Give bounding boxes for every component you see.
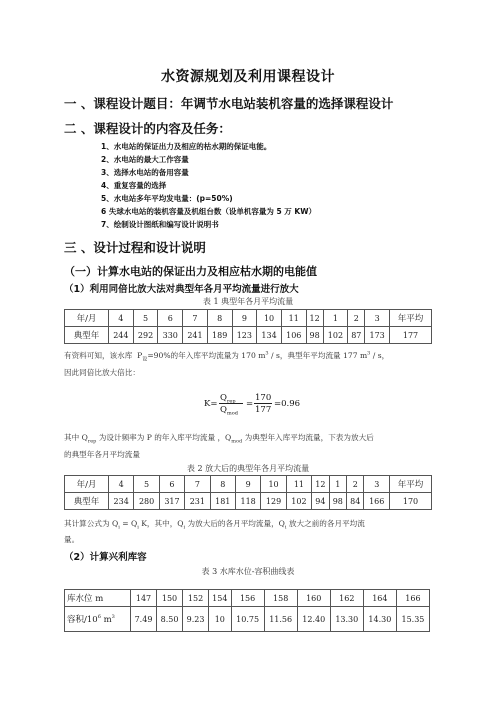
table-row	[65, 310, 432, 327]
table-cell: 94	[312, 493, 329, 510]
table-header-cell: 容积$/10^6$ $m^3$	[65, 607, 131, 632]
subscript: 设	[142, 356, 148, 363]
table-cell: 166	[364, 493, 390, 510]
table-cell: 231	[185, 493, 210, 510]
section-2-heading: 二 、课程设计的内容及任务：	[64, 121, 231, 136]
document-title: 水资源规划及利用课程设计	[161, 69, 335, 85]
table-cell: 10	[261, 476, 286, 493]
table-cell: 160	[297, 590, 330, 607]
table-cell: 147	[131, 590, 157, 607]
table-cell: 3	[364, 476, 390, 493]
table-cell: 7.49	[131, 607, 157, 632]
table-cell: 7	[185, 476, 210, 493]
table-cell: 5	[134, 476, 159, 493]
table-cell: 123	[232, 327, 257, 344]
table-cell: 189	[207, 327, 232, 344]
formula-numerator-value: 170	[255, 393, 272, 403]
table-cell: 6	[158, 310, 183, 327]
table-1-caption: 表 1 典型年各月平均流量	[202, 297, 294, 306]
superscript: 3	[367, 350, 371, 357]
table-cell: 14.30	[363, 607, 396, 632]
table-cell: 84	[347, 493, 364, 510]
subsection-1-heading: （一）计算水电站的保证出力及相应枯水期的电能值	[64, 265, 317, 278]
text: / s，	[370, 351, 390, 360]
table-cell: 292	[133, 327, 158, 344]
table-cell: 8	[207, 310, 232, 327]
table-cell: 87	[348, 327, 365, 344]
table-cell: 2	[348, 310, 365, 327]
table-cell: 156	[231, 590, 264, 607]
table-cell: 12	[312, 476, 329, 493]
table-cell: 5	[133, 310, 158, 327]
formula-denominator: $Q_{mod}$	[220, 405, 238, 417]
table-cell: 10	[209, 607, 232, 632]
table-cell: 2	[347, 476, 364, 493]
formula-k: K=	[204, 399, 218, 409]
table-cell: 241	[183, 327, 208, 344]
table-cell: 98	[329, 493, 346, 510]
table-cell: 150	[157, 590, 183, 607]
table-row	[65, 476, 432, 493]
table-2	[64, 475, 432, 510]
table-cell: 12.40	[297, 607, 330, 632]
table-header-cell: 年/月	[65, 476, 109, 493]
table-cell: 118	[235, 493, 260, 510]
table-row	[65, 493, 432, 510]
table-cell: 173	[365, 327, 390, 344]
text: P	[137, 351, 143, 360]
table-cell: 12	[306, 310, 323, 327]
table-1	[64, 309, 432, 344]
table-header-cell: 典型年	[65, 327, 109, 344]
table-cell: 134	[257, 327, 282, 344]
task-item: 1、水电站的保证出力及相应的枯水期的保证电能。	[101, 142, 272, 151]
table-cell: 1	[323, 310, 348, 327]
table-header-cell: 典型年	[65, 493, 109, 510]
text: / s，典型年平均流量 177 m	[268, 351, 368, 360]
table-cell: 10.75	[231, 607, 264, 632]
paragraph-2-line-2: 的典型年各月平均流量	[64, 450, 140, 459]
table-cell: 234	[109, 493, 134, 510]
table-3-caption: 表 3 水库水位-容积曲线表	[201, 567, 295, 576]
table-cell: 9.23	[183, 607, 209, 632]
table-2-caption: 表 2 放大后的典型年各月平均流量	[186, 464, 310, 473]
table-cell: 9	[235, 476, 260, 493]
table-header-cell: 年平均	[390, 476, 432, 493]
table-row	[65, 327, 432, 344]
table-cell: 6	[159, 476, 184, 493]
superscript: 3	[265, 350, 269, 357]
table-cell: 11	[286, 476, 311, 493]
table-cell: 1	[329, 476, 346, 493]
table-header-cell: 库水位 m	[65, 590, 131, 607]
table-cell: 11	[281, 310, 306, 327]
text: 有资料可知，该水库	[64, 351, 133, 360]
formula-equals: =	[246, 399, 254, 409]
table-cell: 98	[306, 327, 323, 344]
paragraph-2: 其中 $Q_{rep}$ 为设计频率为 P 的年入库平均流量 ，$Q_{mod}$ 为典型年入库平均流量，下表为放大后	[64, 433, 374, 445]
table-cell: 162	[330, 590, 363, 607]
table-cell: 7	[183, 310, 208, 327]
table-cell: 9	[232, 310, 257, 327]
table-cell: 102	[323, 327, 348, 344]
text: =90%的年入库平均流量为 170 m	[147, 351, 266, 360]
paragraph-1-line-2: 因此同倍比放大倍比：	[64, 368, 140, 377]
section-1-heading: 一 、课程设计题目：年调节水电站装机容量的选择课程设计	[64, 96, 394, 111]
table-cell: 4	[109, 310, 134, 327]
table-cell: 154	[209, 590, 232, 607]
task-item: 4、重复容量的选择	[101, 181, 167, 190]
task-item: 5、水电站多年平均发电量：(p=50%)	[101, 194, 233, 203]
table-row	[65, 590, 430, 607]
table-cell: 8.50	[157, 607, 183, 632]
table-row	[65, 607, 430, 632]
table-cell: 164	[363, 590, 396, 607]
table-cell: 330	[158, 327, 183, 344]
table-cell: 317	[159, 493, 184, 510]
section-3-heading: 三 、设计过程和设计说明	[64, 240, 206, 255]
table-cell: 102	[286, 493, 311, 510]
table-cell: 11.56	[264, 607, 297, 632]
table-cell: 181	[210, 493, 235, 510]
table-cell: 3	[365, 310, 390, 327]
table-cell: 166	[396, 590, 429, 607]
paragraph-3: 其计算公式为 $Q_i = Q_i$ K，其中，$Q_i$ 为放大后的各月平均流量，$Q_i$ 放大之前的各月平均流	[64, 519, 365, 531]
task-item: 3、选择水电站的备用容量	[101, 168, 189, 177]
table-cell: 106	[281, 327, 306, 344]
table-cell: 244	[109, 327, 134, 344]
table-cell: 158	[264, 590, 297, 607]
fraction-line	[219, 403, 243, 404]
table-cell: 129	[261, 493, 286, 510]
formula-numerator: $Q_{rep}$	[220, 393, 236, 405]
paragraph-1	[64, 350, 389, 363]
table-cell: 170	[390, 493, 432, 510]
table-cell: 10	[257, 310, 282, 327]
formula-result: =0.96	[274, 399, 301, 409]
table-cell: 152	[183, 590, 209, 607]
subsection-1-1-heading: （1）利用同倍比放大法对典型年各月平均流量进行放大	[64, 284, 299, 295]
table-cell: 4	[109, 476, 134, 493]
table-cell: 8	[210, 476, 235, 493]
task-item: 6 失球水电站的装机容量及机组台数（设单机容量为 5 万 KW）	[101, 207, 316, 216]
table-3	[64, 589, 430, 632]
paragraph-3-line-2: 量。	[64, 535, 80, 544]
task-item: 7、绘制设计图纸和编写设计说明书	[101, 220, 219, 229]
fraction-line	[254, 403, 272, 404]
table-cell: 177	[390, 327, 432, 344]
table-cell: 15.35	[396, 607, 429, 632]
table-cell: 280	[134, 493, 159, 510]
table-header-cell: 年平均	[390, 310, 432, 327]
formula-denominator-value: 177	[255, 405, 272, 415]
table-header-cell: 年/月	[65, 310, 109, 327]
task-item: 2、水电站的最大工作容量	[101, 155, 189, 164]
table-cell: 13.30	[330, 607, 363, 632]
subsection-1-2-heading: （2）计算兴利库容	[64, 552, 147, 563]
